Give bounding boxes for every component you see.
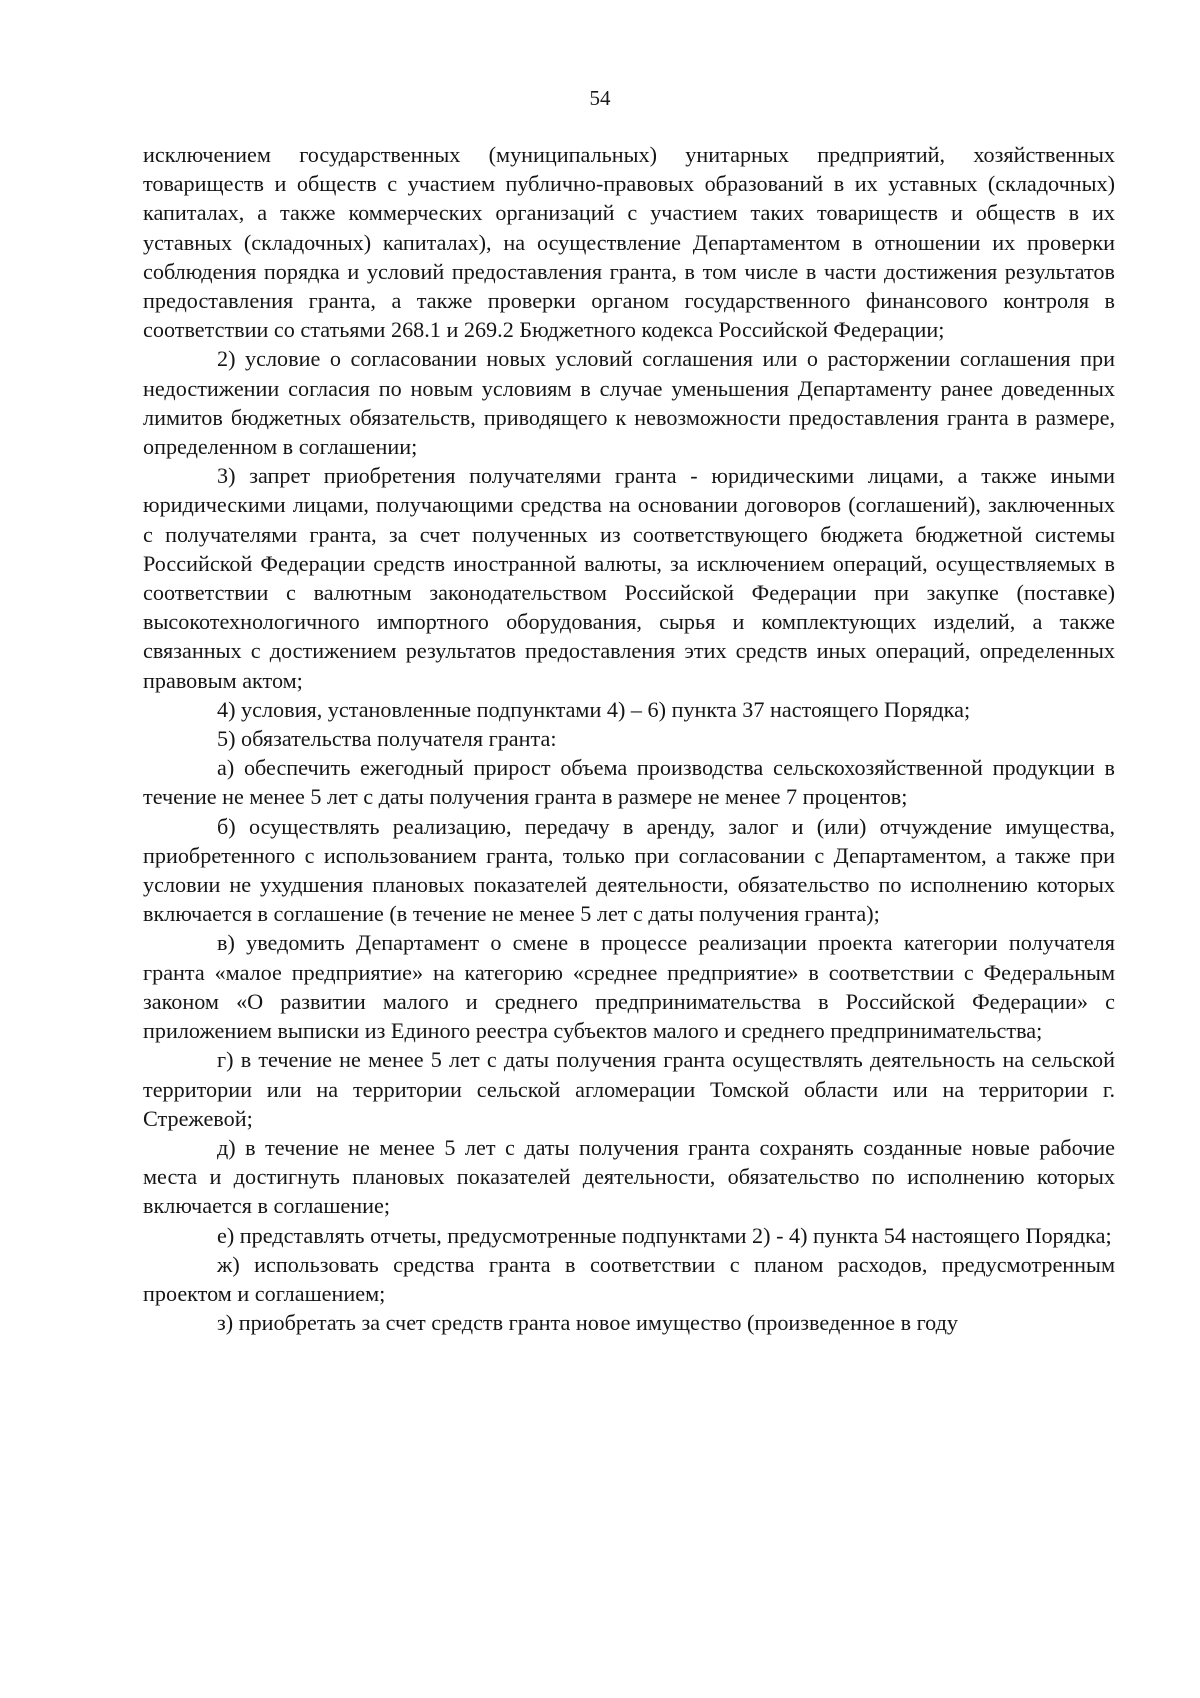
paragraph-item-4: 4) условия, установленные подпунктами 4) – 6) пункта 37 настоящего Порядка; [217,696,971,722]
paragraph-subitem-zh: ж) использовать средства гранта в соответствии с планом расходов, предусмотренным проектом и соглашением; [143,1251,1115,1306]
paragraph-subitem-v: в) уведомить Департамент о смене в процессе реализации проекта категории получателя гранта «малое предприятие» на категорию «среднее предприятие» в соответствии с Федеральным законом «О развитии малого и среднего предпринимательства в Российской Федерации» с приложением выписки из Единого реестра субъектов малого и среднего предпринимательства; [143,930,1115,1044]
document-body [143,140,1115,1337]
paragraph-continuation: исключением государственных (муниципальных) унитарных предприятий, хозяйственных товариществ и обществ с участием публично-правовых образований в их уставных (складочных) капиталах, а также коммерческих организаций с участием таких товариществ и обществ в их уставных (складочных) капиталах), на осуществление Департаментом в отношении их проверки соблюдения порядка и условий предоставления гранта, в том числе в части достижения результатов предоставления гранта, а также проверки органом государственного финансового контроля в соответствии со статьями 268.1 и 269.2 Бюджетного кодекса Российской Федерации; [143,142,1115,343]
paragraph-subitem-e: е) представлять отчеты, предусмотренные подпунктами 2) - 4) пункта 54 настоящего Порядка; [217,1222,1112,1248]
paragraph-subitem-a: а) обеспечить ежегодный прирост объема производства сельскохозяйственной продукции в течение не менее 5 лет с даты получения гранта в размере не менее 7 процентов; [143,755,1115,810]
paragraph-subitem-b: б) осуществлять реализацию, передачу в аренду, залог и (или) отчуждение имущества, приобретенного с использованием гранта, только при согласовании с Департаментом, а также при условии не ухудшения плановых показателей деятельности, обязательство по исполнению которых включается в соглашение (в течение не менее 5 лет с даты получения гранта); [143,813,1115,927]
paragraph-subitem-g: г) в течение не менее 5 лет с даты получения гранта осуществлять деятельность на сельской территории или на территории сельской агломерации Томской области или на территории г. Стрежевой; [143,1047,1115,1131]
paragraph-item-3: 3) запрет приобретения получателями гранта - юридическими лицами, а также иными юридическими лицами, получающими средства на основании договоров (соглашений), заключенных с получателями гранта, за счет полученных из соответствующего бюджета бюджетной системы Российской Федерации средств иностранной валюты, за исключением операций, осуществляемых в соответствии с валютным законодательством Российской Федерации при закупке (поставке) высокотехнологичного импортного оборудования, сырья и комплектующих изделий, а также связанных с достижением результатов предоставления этих средств иных операций, определенных правовым актом; [143,463,1115,693]
paragraph-item-2: 2) условие о согласовании новых условий соглашения или о расторжении соглашения при недостижении согласия по новым условиям в случае уменьшения Департаменту ранее доведенных лимитов бюджетных обязательств, приводящего к невозможности предоставления гранта в размере, определенном в соглашении; [143,346,1115,460]
paragraph-item-5: 5) обязательства получателя гранта: [217,726,557,752]
paragraph-subitem-z: з) приобретать за счет средств гранта новое имущество (произведенное в году [217,1310,959,1336]
paragraph-subitem-d: д) в течение не менее 5 лет с даты получения гранта сохранять созданные новые рабочие места и достигнуть плановых показателей деятельности, обязательство по исполнению которых включается в соглашение; [143,1134,1115,1219]
page-number: 54 [589,86,611,110]
